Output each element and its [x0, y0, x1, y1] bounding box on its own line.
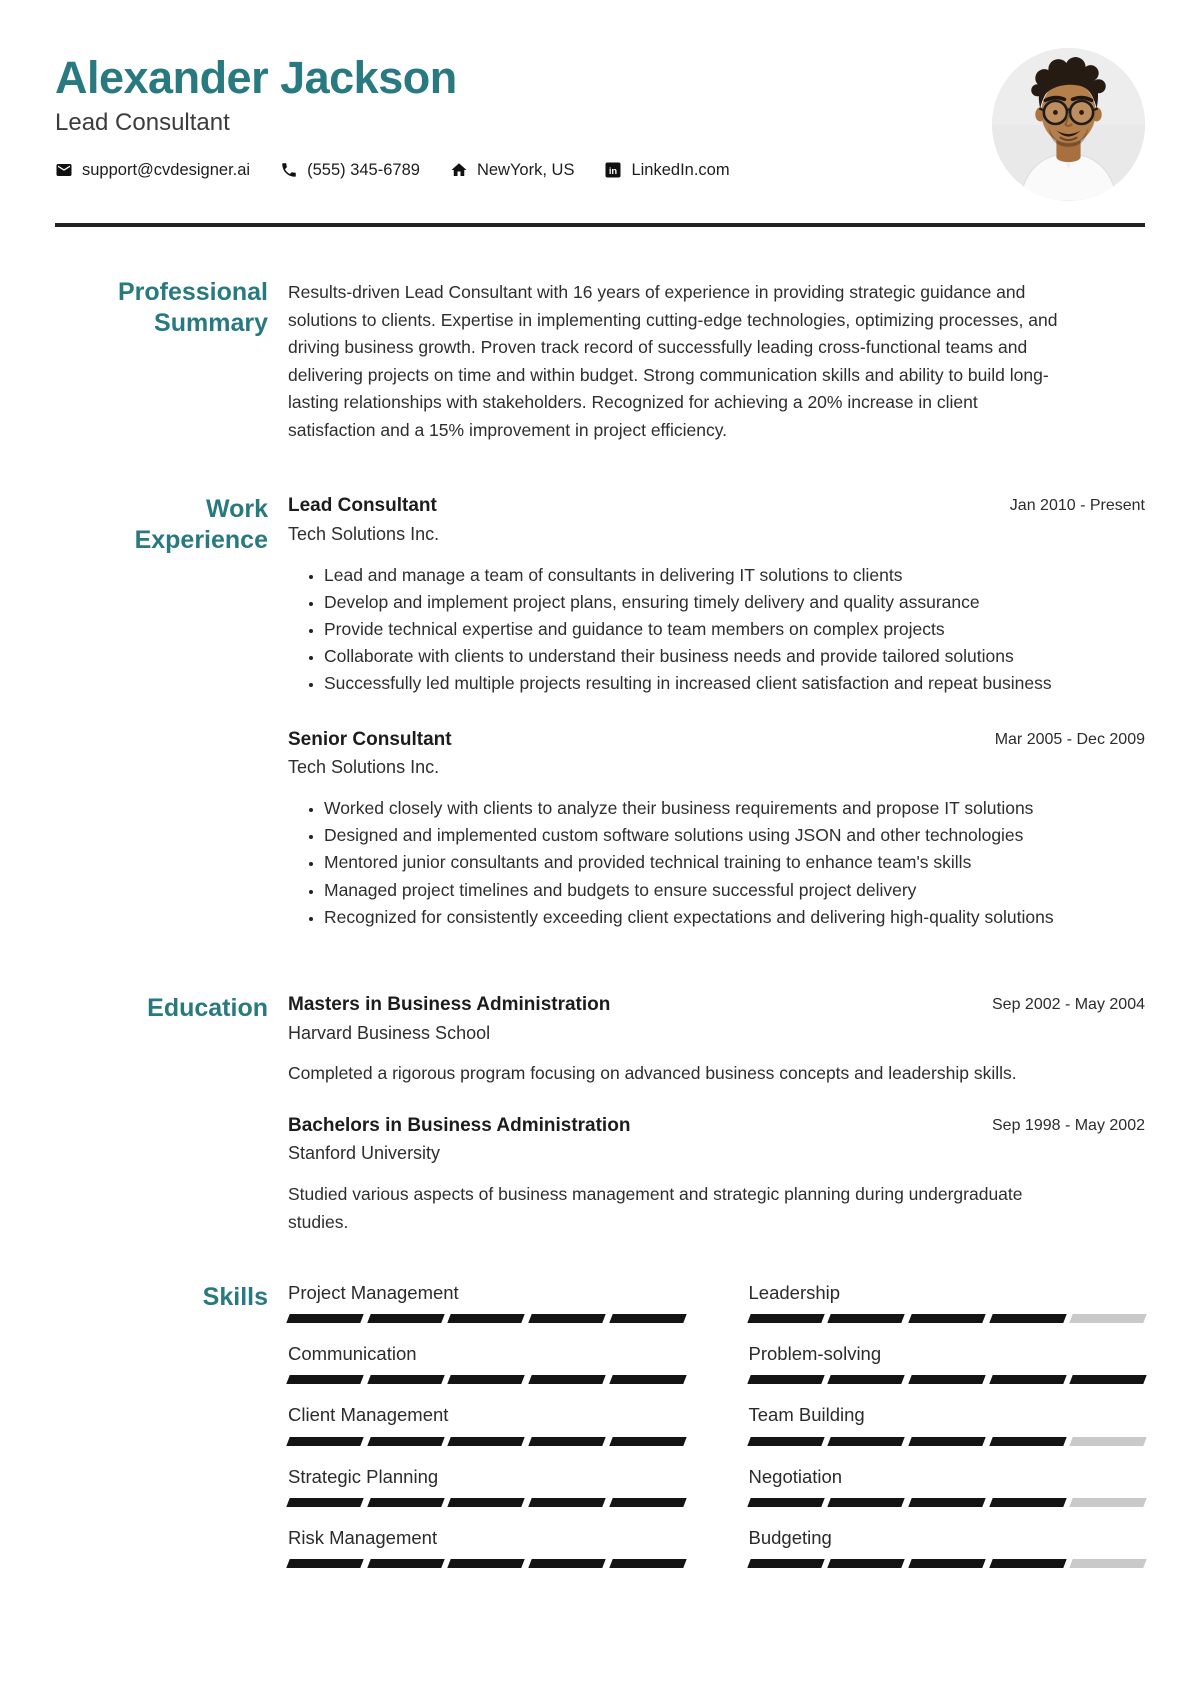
skill-bar-segment	[1070, 1559, 1147, 1568]
skill-bar	[749, 1314, 1146, 1323]
header-identity	[55, 44, 730, 180]
school-name: Stanford University	[288, 1143, 441, 1164]
skill-bar-segment	[827, 1437, 904, 1446]
experience-entry-titles	[288, 494, 439, 545]
skill-bar-segment	[367, 1437, 444, 1446]
section-work-experience	[55, 494, 1145, 931]
skill-bar-segment	[528, 1375, 605, 1384]
job-highlight: • Collaborate with clients to understand their business needs and provide tailored solutions	[324, 643, 1096, 670]
skill-name: Risk Management	[288, 1526, 438, 1548]
skill-bar-segment	[286, 1375, 363, 1384]
skill-name: Leadership	[748, 1282, 841, 1304]
skill-bar	[749, 1375, 1146, 1384]
skill-name: Client Management	[288, 1404, 449, 1426]
contact-phone	[280, 161, 420, 180]
experience-entry-titles	[288, 728, 452, 779]
contact-location	[450, 161, 575, 180]
degree-name: Bachelors in Business Administration	[288, 1114, 631, 1136]
phone-icon	[280, 161, 298, 179]
skill-bar-segment	[609, 1498, 686, 1507]
skill-bar-segment	[448, 1498, 525, 1507]
education-entry-titles	[288, 993, 610, 1044]
skill-bar-segment	[989, 1375, 1066, 1384]
experience-entry	[288, 494, 1145, 697]
skill-bar-segment	[609, 1437, 686, 1446]
job-highlight: • Develop and implement project plans, ensuring timely delivery and quality assurance	[324, 589, 1096, 616]
skill-bar	[288, 1559, 685, 1568]
job-highlight: • Worked closely with clients to analyze their business requirements and propose IT solutions	[324, 795, 1096, 822]
education-description: Completed a rigorous program focusing on advanced business concepts and leadership skills.	[288, 1063, 1017, 1084]
skill-bar-segment	[528, 1559, 605, 1568]
skill-bar-segment	[286, 1314, 363, 1323]
skill-name: Team Building	[748, 1404, 865, 1426]
school-name: Harvard Business School	[288, 1022, 491, 1043]
education-description: Studied various aspects of business management and strategic planning during undergraduate studies.	[288, 1183, 1023, 1232]
skill-bar-segment	[908, 1498, 985, 1507]
education-entry	[288, 993, 1145, 1088]
avatar-illustration	[992, 48, 1145, 201]
avatar	[992, 48, 1145, 201]
email-icon	[55, 161, 73, 179]
experience-content	[288, 494, 1145, 931]
experience-entry-header	[288, 728, 1145, 779]
skill-item	[288, 1466, 685, 1507]
svg-text:in: in	[609, 166, 618, 177]
skill-item	[288, 1527, 685, 1568]
skills-grid	[288, 1282, 1145, 1568]
skill-item	[749, 1404, 1146, 1445]
skill-item	[749, 1466, 1146, 1507]
person-job-title: Lead Consultant	[55, 109, 230, 137]
skill-name: Strategic Planning	[288, 1465, 439, 1487]
resume-header	[0, 0, 1200, 201]
skill-bar-segment	[908, 1437, 985, 1446]
skill-bar-segment	[367, 1314, 444, 1323]
skill-bar-segment	[1070, 1437, 1147, 1446]
skill-bar-segment	[989, 1559, 1066, 1568]
skill-item	[749, 1343, 1146, 1384]
skill-bar	[288, 1314, 685, 1323]
skill-bar	[749, 1437, 1146, 1446]
skill-bar-segment	[448, 1314, 525, 1323]
skill-bar	[749, 1559, 1146, 1568]
job-highlight: • Lead and manage a team of consultants in delivering IT solutions to clients	[324, 562, 1096, 589]
skill-bar-segment	[827, 1314, 904, 1323]
skill-item	[288, 1282, 685, 1323]
skill-bar-segment	[448, 1437, 525, 1446]
skill-bar-segment	[747, 1559, 824, 1568]
section-skills	[55, 1282, 1145, 1568]
skill-bar-segment	[448, 1375, 525, 1384]
skill-item	[749, 1527, 1146, 1568]
skill-bar-segment	[747, 1498, 824, 1507]
skill-bar-segment	[908, 1375, 985, 1384]
job-highlight: • Successfully led multiple projects resulting in increased client satisfaction and repeat business	[324, 670, 1096, 697]
skill-bar-segment	[286, 1437, 363, 1446]
skill-bar-segment	[908, 1314, 985, 1323]
skill-bar-segment	[448, 1559, 525, 1568]
skill-bar-segment	[528, 1314, 605, 1323]
skill-item	[288, 1343, 685, 1384]
job-highlight: • Provide technical expertise and guidance to team members on complex projects	[324, 616, 1096, 643]
skill-bar	[288, 1375, 685, 1384]
skill-bar-segment	[286, 1498, 363, 1507]
skill-bar	[288, 1437, 685, 1446]
person-name: Alexander Jackson	[55, 52, 457, 103]
education-entry-header	[288, 1114, 1145, 1165]
skill-bar-segment	[1070, 1314, 1147, 1323]
skill-bar-segment	[609, 1559, 686, 1568]
job-highlights	[288, 562, 1096, 698]
education-content	[288, 993, 1145, 1236]
contact-email	[55, 161, 250, 180]
skill-bar-segment	[1070, 1498, 1147, 1507]
section-professional-summary	[55, 277, 1145, 444]
summary-content	[288, 277, 1145, 444]
skill-bar-segment	[908, 1559, 985, 1568]
contact-location-text: NewYork, US	[476, 160, 575, 179]
contact-email-text: support@cvdesigner.ai	[82, 160, 251, 179]
date-range: Sep 2002 - May 2004	[992, 995, 1145, 1013]
skill-bar-segment	[609, 1375, 686, 1384]
skill-bar-segment	[747, 1437, 824, 1446]
skill-bar-segment	[528, 1498, 605, 1507]
resume-body	[0, 277, 1200, 1568]
section-title-summary: Professional Summary	[117, 278, 268, 337]
company-name: Tech Solutions Inc.	[288, 524, 440, 545]
skill-name: Negotiation	[748, 1465, 843, 1487]
company-name: Tech Solutions Inc.	[288, 757, 440, 778]
skill-bar-segment	[367, 1559, 444, 1568]
skill-bar-segment	[827, 1559, 904, 1568]
skill-bar-segment	[989, 1437, 1066, 1446]
section-title-skills: Skills	[202, 1283, 268, 1312]
job-title: Lead Consultant	[288, 495, 437, 517]
summary-text: Results-driven Lead Consultant with 16 years of experience in providing strategic guidance and solutions to clients. Expertise in implementing cutting-edge technologies, optimizing processes, and driving business growth. Proven track record of successfully leading cross-functional teams and delivering projects on time and within budget. Strong communication skills and ability to build long-lasting relationships with stakeholders. Recognized for achieving a 20% increase in client satisfaction and a 15% improvement in project efficiency.	[288, 282, 1058, 440]
date-range: Mar 2005 - Dec 2009	[994, 730, 1145, 748]
section-title-education: Education	[147, 993, 268, 1022]
skill-bar-segment	[747, 1314, 824, 1323]
date-range: Sep 1998 - May 2002	[992, 1116, 1145, 1134]
job-highlight: • Mentored junior consultants and provided technical training to enhance team's skills	[324, 849, 1096, 876]
job-highlight: • Recognized for consistently exceeding client expectations and delivering high-quality solutions	[324, 904, 1096, 931]
skill-bar-segment	[528, 1437, 605, 1446]
skill-name: Budgeting	[748, 1526, 832, 1548]
skill-bar-segment	[286, 1559, 363, 1568]
contact-row	[55, 161, 730, 180]
skill-bar-segment	[367, 1375, 444, 1384]
skill-bar-segment	[1070, 1375, 1147, 1384]
skill-bar-segment	[827, 1375, 904, 1384]
job-highlight: • Managed project timelines and budgets to ensure successful project delivery	[324, 877, 1096, 904]
experience-entry-header	[288, 494, 1145, 545]
education-entry-header	[288, 993, 1145, 1044]
job-title: Senior Consultant	[288, 728, 452, 750]
skill-name: Communication	[288, 1343, 417, 1365]
contact-linkedin-text: LinkedIn.com	[631, 160, 730, 179]
skill-bar	[288, 1498, 685, 1507]
section-title-experience: Work Experience	[134, 495, 268, 555]
skill-bar-segment	[609, 1314, 686, 1323]
skill-name: Project Management	[288, 1282, 459, 1304]
skill-bar-segment	[989, 1498, 1066, 1507]
skill-bar-segment	[747, 1375, 824, 1384]
contact-linkedin	[604, 161, 729, 180]
experience-entry	[288, 728, 1145, 931]
skill-bar	[749, 1498, 1146, 1507]
skill-item	[749, 1282, 1146, 1323]
skill-bar-segment	[827, 1498, 904, 1507]
education-entry	[288, 1114, 1145, 1236]
skill-bar-segment	[367, 1498, 444, 1507]
date-range: Jan 2010 - Present	[1009, 497, 1145, 515]
skill-bar-segment	[989, 1314, 1066, 1323]
contact-phone-text: (555) 345-6789	[307, 160, 420, 179]
linkedin-icon	[604, 161, 622, 179]
job-highlight: • Designed and implemented custom software solutions using JSON and other technologies	[324, 822, 1096, 849]
degree-name: Masters in Business Administration	[288, 993, 611, 1015]
header-divider	[55, 223, 1145, 227]
skill-item	[288, 1404, 685, 1445]
section-education	[55, 993, 1145, 1236]
home-icon	[450, 161, 468, 179]
job-highlights	[288, 795, 1096, 931]
education-entry-titles	[288, 1114, 630, 1165]
skill-name: Problem-solving	[748, 1343, 882, 1365]
